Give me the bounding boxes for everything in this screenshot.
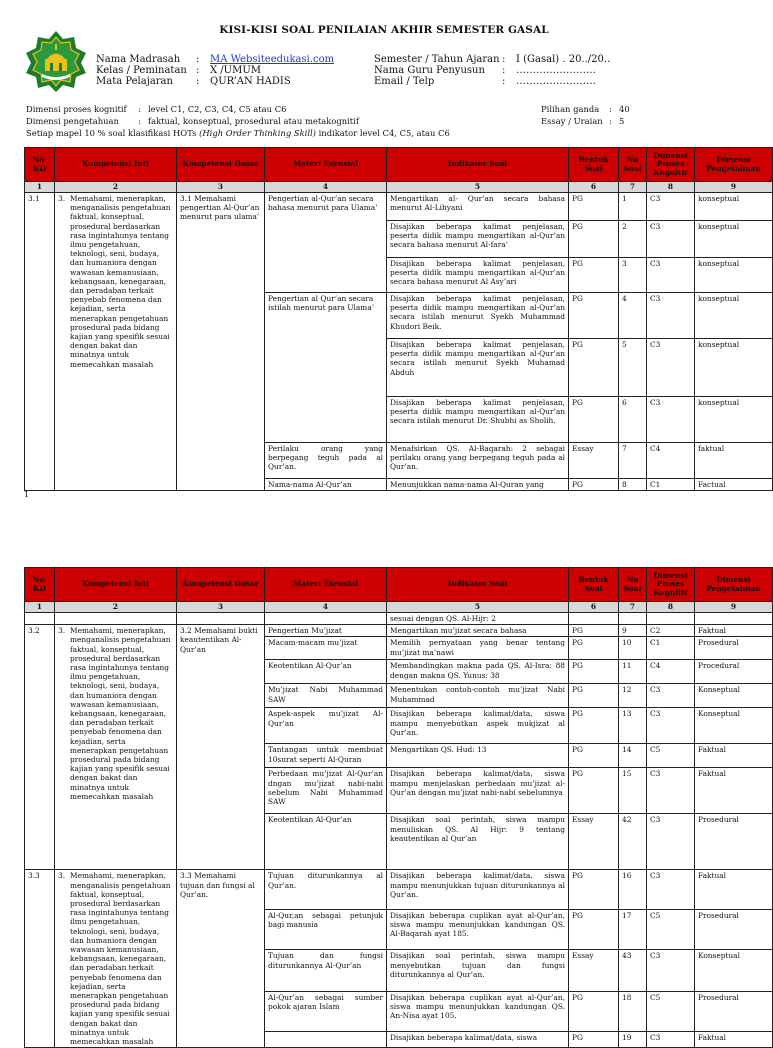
dimensi-pengetahuan: Faktual <box>695 870 773 909</box>
table-row <box>25 625 773 637</box>
dimensi-pengetahuan: konseptual <box>695 293 773 339</box>
dimensi-kognitif: C3 <box>647 684 695 708</box>
bentuk-soal: PG <box>569 637 619 660</box>
dimensi-pengetahuan: Procedural <box>695 660 773 684</box>
info-value: X /UMUM <box>210 65 262 76</box>
materi-esensial: Macam-macam mu’jizat <box>265 637 387 660</box>
column-header: Kompetensi Dasar <box>177 568 265 602</box>
dimension-value: faktual, konseptual, prosedural atau metakognitif <box>148 116 359 126</box>
indikator-soal: Mengartikan al- Qur’an secara bahasa menurut Al-Lihyani <box>387 193 569 221</box>
indikator-soal: Disajikan beberapa kalimat penjelasan, peserta didik mampu mengartikan al-Qur’an secara bahasa menurut Al-fara’ <box>387 221 569 258</box>
bentuk-soal: Essay <box>569 950 619 992</box>
info-label: Semester / Tahun Ajaran <box>374 54 500 65</box>
page-number: 1 <box>24 490 30 499</box>
bentuk-soal: PG <box>569 1032 619 1048</box>
dimension-notes: Dimensi proses kognitif : level C1, C2, C3, C4, C5 atau C6 Dimensi pengetahuan : faktual, konseptual, prosedural atau metakognitif Setiap mapel 10 % soal klasifikasi HOTs (High Order Thinking Skill) indikator level C4, C5, atau C6 <box>26 104 450 138</box>
no-soal: 2 <box>619 221 647 258</box>
indikator-soal: Disajikan beberapa kalimat/data, siswa mampu menjelaskan perbedaan mu’jizat al-Qur’an dengan mu’jizat nabi-nabi sebelumnya <box>387 768 569 814</box>
materi-esensial: Tujuan diturunkannya al Qur’an. <box>265 870 387 909</box>
dimensi-kognitif: C1 <box>647 637 695 660</box>
kompetensi-dasar: 3.3 Memahami tujuan dan fungsi al Qur’an. <box>177 870 265 1048</box>
bentuk-soal: PG <box>569 397 619 443</box>
bentuk-soal: PG <box>569 293 619 339</box>
info-label: Mata Pelajaran <box>96 76 173 87</box>
indikator-soal: Mengartikan mu’jizat secara bahasa <box>387 625 569 637</box>
dimensi-kognitif: C2 <box>647 625 695 637</box>
bentuk-soal: PG <box>569 870 619 909</box>
table-header-row <box>25 568 773 602</box>
blueprint-table-1 <box>24 147 773 491</box>
indikator-soal: Memilih pernyataan yang benar tentang mu’jizat ma’nawi <box>387 637 569 660</box>
no-soal: 18 <box>619 991 647 1032</box>
table-row <box>25 870 773 909</box>
bentuk-soal: PG <box>569 991 619 1032</box>
dimensi-kognitif: C3 <box>647 339 695 397</box>
dimension-label: Dimensi proses kognitif <box>26 104 127 114</box>
info-label: Nama Guru Penyusun <box>374 65 485 76</box>
no-soal: 3 <box>619 258 647 293</box>
dimensi-kognitif: C3 <box>647 258 695 293</box>
dimensi-kognitif: C3 <box>647 293 695 339</box>
column-header: Dimensi Pengetahuan <box>695 568 773 602</box>
bentuk-soal: Essay <box>569 814 619 870</box>
indikator-soal: Disajikan beberapa kalimat/data, siswa mampu menyebutkan aspek mukjizat al Qur’an. <box>387 708 569 744</box>
no-soal: 43 <box>619 950 647 992</box>
dimensi-pengetahuan: konseptual <box>695 193 773 221</box>
no-soal: 42 <box>619 814 647 870</box>
no-soal: 7 <box>619 443 647 479</box>
indikator-soal: Membandingkan makna pada QS. Al-Isra: 88 dengan makna QS. Yunus: 38 <box>387 660 569 684</box>
info-row-school: Nama Madrasah : MA Websiteedukasi.com <box>96 54 335 65</box>
column-header: Indikator Soal <box>387 148 569 182</box>
no-soal: 14 <box>619 744 647 768</box>
dimensi-kognitif: C5 <box>647 909 695 950</box>
dimensi-pengetahuan: Prosedural <box>695 909 773 950</box>
materi-esensial: Perbedaan mu’jizat Al-Qur’an dngan mu’jizat nabi-nabi sebelum Nabi Muhammad SAW <box>265 768 387 814</box>
no-soal: 1 <box>619 193 647 221</box>
no-soal: 5 <box>619 339 647 397</box>
kemenag-logo-icon <box>24 30 88 92</box>
bentuk-soal: PG <box>569 339 619 397</box>
dimensi-kognitif: C5 <box>647 744 695 768</box>
bentuk-soal: Essay <box>569 443 619 479</box>
dimensi-pengetahuan: Faktual <box>695 768 773 814</box>
kd-number: 3.3 <box>25 870 55 1048</box>
info-value: I (Gasal) . 20../20.. <box>516 54 611 65</box>
dimensi-kognitif: C3 <box>647 950 695 992</box>
materi-esensial: Perilaku orang yang berpegang teguh pada al Qur’an. <box>265 443 387 479</box>
column-number-row: 1 2 3 4 5 6 7 8 9 <box>25 602 773 613</box>
indikator-soal: Disajikan beberapa kalimat penjelasan, peserta didik mampu mengartikan al-Qur’an secara istilah menurut Syekh Muhamad Abduh <box>387 339 569 397</box>
materi-esensial: Pengertian Mu’jizat <box>265 625 387 637</box>
semester-info <box>374 54 610 87</box>
indikator-soal: Disajikan beberapa kalimat/data, siswa <box>387 1032 569 1048</box>
bentuk-soal: PG <box>569 684 619 708</box>
dimensi-kognitif: C3 <box>647 397 695 443</box>
question-count: Pilihan ganda : 40 Essay / Uraian : 5 <box>541 104 630 126</box>
materi-esensial: Tujuan dan fungsi diturunkannya Al-Qur’an <box>265 950 387 992</box>
column-header: No Soal <box>619 148 647 182</box>
indikator-soal: Menunjukkan nama-nama Al-Quran yang <box>387 479 569 491</box>
question-type-label: Pilihan ganda <box>541 104 600 114</box>
dimensi-kognitif: C4 <box>647 443 695 479</box>
kompetensi-dasar: 3.1 Memahami pengertian Al-Qur’an menurut para ulama’ <box>177 193 265 491</box>
dimensi-kognitif: C5 <box>647 991 695 1032</box>
column-header: Kompetensi Inti <box>55 148 177 182</box>
indikator-soal: Menentukan contoh-contoh mu’jizat Nabi Muhammad <box>387 684 569 708</box>
bentuk-soal: PG <box>569 909 619 950</box>
no-soal: 6 <box>619 397 647 443</box>
info-row-email: Email / Telp : …………………… <box>374 76 596 87</box>
dimensi-kognitif: C3 <box>647 768 695 814</box>
bentuk-soal: PG <box>569 479 619 491</box>
blueprint-table-2 <box>24 567 773 1048</box>
column-header: No. KD <box>25 148 55 182</box>
dimensi-pengetahuan: konseptual <box>695 221 773 258</box>
table-row <box>25 193 773 221</box>
dimensi-pengetahuan: Prosedural <box>695 814 773 870</box>
info-label: Nama Madrasah <box>96 54 181 65</box>
column-number-row: 1 2 3 4 5 6 7 8 9 <box>25 182 773 193</box>
column-header: Dimensi Pengetahuan <box>695 148 773 182</box>
no-soal: 11 <box>619 660 647 684</box>
question-type-count: 5 <box>619 116 625 126</box>
materi-esensial <box>265 1032 387 1048</box>
bentuk-soal: PG <box>569 193 619 221</box>
info-value: QUR’AN HADIS <box>210 76 291 87</box>
materi-esensial: Al-Qur’an sebagai sumber pokok ajaran Islam <box>265 991 387 1032</box>
dimensi-kognitif: C3 <box>647 708 695 744</box>
kompetensi-inti: 3. Memahami, menerapkan, menganalisis pengetahuan faktual, konseptual, prosedural berdasarkan rasa ingintahunya tentang ilmu pengetahuan, teknologi, seni, budaya, dan humaniora dengan wawasan kemanusiaan, kebangsaan, kenegaraan, dan peradaban terkait penyebab fenomena dan kejadian, serta menerapkan pengetahuan prosedural pada bidang kajian yang spesifik sesuai dengan bakat dan minatnya untuk memecahkan masalah <box>55 625 177 870</box>
question-type-label: Essay / Uraian <box>541 116 603 126</box>
dimensi-pengetahuan: Factual <box>695 479 773 491</box>
dimensi-kognitif: C3 <box>647 1032 695 1048</box>
dimensi-pengetahuan: Faktual <box>695 1032 773 1048</box>
no-soal: 9 <box>619 625 647 637</box>
document-page-1 <box>0 0 768 505</box>
dimensi-pengetahuan: konseptual <box>695 339 773 397</box>
dimensi-kognitif: C3 <box>647 193 695 221</box>
page-break <box>0 505 768 560</box>
materi-esensial: Mu’jizat Nabi Muhammad SAW <box>265 684 387 708</box>
materi-esensial: Pengertian al Qur’an secara istilah menurut para Ulama’ <box>265 293 387 443</box>
kompetensi-inti: 3. Memahami, menerapkan, menganalisis pengetahuan faktual, konseptual, prosedural berdasarkan rasa ingintahunya tentang ilmu pengetahuan, teknologi, seni, budaya, dan humaniora dengan wawasan kemanusiaan, kebangsaan, kenegaraan, dan peradaban terkait penyebab fenomena dan kejadian, serta menerapkan pengetahuan prosedural pada bidang kajian yang spesifik sesuai dengan bakat dan minatnya untuk memecahkan masalah <box>55 870 177 1048</box>
kd-number: 3.1 <box>25 193 55 491</box>
dimensi-kognitif: C3 <box>647 870 695 909</box>
no-soal: 19 <box>619 1032 647 1048</box>
bentuk-soal: PG <box>569 258 619 293</box>
bentuk-soal: PG <box>569 221 619 258</box>
indikator-soal: Disajikan beberapa kalimat penjelasan, peserta didik mampu mengartikan al-Qur’an secara istilah menurut Dr. Shubhi as Sholih. <box>387 397 569 443</box>
no-soal: 13 <box>619 708 647 744</box>
indikator-soal: Disajikan beberapa kalimat penjelasan, peserta didik mampu mengartikan al-Qur’an secara bahasa menurut Al Asy’ari <box>387 258 569 293</box>
materi-esensial: Tantangan untuk membuat 10surat seperti Al-Quran <box>265 744 387 768</box>
materi-esensial: Aspek-aspek mu’jizat Al-Qur’an <box>265 708 387 744</box>
bentuk-soal: PG <box>569 744 619 768</box>
materi-esensial: Pengertian al-Qur’an secara bahasa menurut para Ulama’ <box>265 193 387 293</box>
no-soal: 4 <box>619 293 647 339</box>
dimensi-kognitif: C3 <box>647 814 695 870</box>
dimensi-kognitif: C3 <box>647 221 695 258</box>
dimensi-pengetahuan: konseptual <box>695 258 773 293</box>
column-header: Bentuk Soal <box>569 568 619 602</box>
dimensi-pengetahuan: konseptual <box>695 397 773 443</box>
indikator-soal: Disajikan beberapa cuplikan ayat al-Qur’an, siswa mampu menunjukkan kandungan QS. Al-Baqarah ayat 185. <box>387 909 569 950</box>
no-soal: 16 <box>619 870 647 909</box>
info-row-subject: Mata Pelajaran : QUR’AN HADIS <box>96 76 291 87</box>
bentuk-soal: PG <box>569 768 619 814</box>
table-header-row <box>25 148 773 182</box>
info-row-class: Kelas / Peminatan : X /UMUM <box>96 65 262 76</box>
column-header: No Soal <box>619 568 647 602</box>
dimensi-pengetahuan: Faktual <box>695 625 773 637</box>
column-header: Dimensi Proses Kognitif <box>647 148 695 182</box>
info-row-semester: Semester / Tahun Ajaran : I (Gasal) . 20../20.. <box>374 54 611 65</box>
dimensi-pengetahuan: Prosedural <box>695 637 773 660</box>
indikator-soal: Disajikan soal perintah, siswa mampu menyebutkan tujuan dan fungsi diturunkannya al Qur’an. <box>387 950 569 992</box>
indikator-soal: Disajikan beberapa kalimat penjelasan, peserta didik mampu mengartikan al-Qur’an secara istilah menurut Syekh Muhammad Khudori Beik. <box>387 293 569 339</box>
indikator-soal: Menafsirkan QS. Al-Baqarah: 2 sebagai perilaku orang yang berpegang teguh pada al Qur’an. <box>387 443 569 479</box>
dimensi-pengetahuan: Konseptual <box>695 684 773 708</box>
hots-note: Setiap mapel 10 % soal klasifikasi HOTs (High Order Thinking Skill) indikator level C4, C5, atau C6 <box>26 128 450 138</box>
table-row-continuation <box>25 613 773 625</box>
info-value: …………………… <box>516 65 596 76</box>
column-header: Kompetensi Inti <box>55 568 177 602</box>
question-type-count: 40 <box>619 104 630 114</box>
materi-esensial: Keotentikan Al-Qur’an <box>265 660 387 684</box>
school-name-link[interactable]: MA Websiteedukasi.com <box>210 54 335 65</box>
kompetensi-inti: 3. Memahami, menerapkan, menganalisis pengetahuan faktual, konseptual, prosedural berdasarkan rasa ingintahunya tentang ilmu pengetahuan, teknologi, seni, budaya, dan humaniora dengan wawasan kemanusiaan, kebangsaan, kenegaraan, dan peradaban terkait penyebab fenomena dan kejadian, serta menerapkan pengetahuan prosedural pada bidang kajian yang spesifik sesuai dengan bakat dan minatnya untuk memecahkan masalah <box>55 193 177 491</box>
column-header: Bentuk Soal <box>569 148 619 182</box>
dimensi-pengetahuan: Konseptual <box>695 708 773 744</box>
indikator-soal: sesuai dengan QS. Al-Hijr: 2 <box>387 613 569 625</box>
dimensi-pengetahuan: Prosedural <box>695 991 773 1032</box>
no-soal: 12 <box>619 684 647 708</box>
indikator-soal: Mengartikan QS. Hud: 13 <box>387 744 569 768</box>
column-header: Materi Esensial <box>265 148 387 182</box>
materi-esensial: Keotentikan Al-Qur’an <box>265 814 387 870</box>
dimensi-pengetahuan: Faktual <box>695 744 773 768</box>
document-title: KISI-KISI SOAL PENILAIAN AKHIR SEMESTER GASAL <box>219 24 549 36</box>
dimensi-pengetahuan: faktual <box>695 443 773 479</box>
dimensi-pengetahuan: Konseptual <box>695 950 773 992</box>
indikator-soal: Disajikan beberapa kalimat/data, siswa mampu menunjukkan tujuan diturunkannya al Qur’an. <box>387 870 569 909</box>
column-header: No. KD <box>25 568 55 602</box>
materi-esensial: Al-Qur,an sebagai petunjuk bagi manusia <box>265 909 387 950</box>
bentuk-soal: PG <box>569 660 619 684</box>
column-header: Materi Esensial <box>265 568 387 602</box>
column-header: Kompetensi Dasar <box>177 148 265 182</box>
dimension-label: Dimensi pengetahuan <box>26 116 119 126</box>
column-header: Dimensi Proses Kognitif <box>647 568 695 602</box>
indikator-soal: Disajikan beberapa cuplikan ayat al-Qur’an, siswa mampu menunjukkan kandungan QS. An-Nisa ayat 105. <box>387 991 569 1032</box>
no-soal: 17 <box>619 909 647 950</box>
column-header: Indikator Soal <box>387 568 569 602</box>
info-label: Email / Telp <box>374 76 435 87</box>
bentuk-soal: PG <box>569 625 619 637</box>
dimensi-kognitif: C1 <box>647 479 695 491</box>
info-label: Kelas / Peminatan <box>96 65 187 76</box>
no-soal: 15 <box>619 768 647 814</box>
kd-number: 3.2 <box>25 625 55 870</box>
kompetensi-dasar: 3.2 Memahami bukti keautentikan Al-Qur’an <box>177 625 265 870</box>
info-row-teacher: Nama Guru Penyusun : …………………… <box>374 65 596 76</box>
no-soal: 8 <box>619 479 647 491</box>
info-value: …………………… <box>516 76 596 87</box>
no-soal: 10 <box>619 637 647 660</box>
dimensi-kognitif: C4 <box>647 660 695 684</box>
school-info <box>96 54 334 87</box>
dimension-value: level C1, C2, C3, C4, C5 atau C6 <box>148 104 287 114</box>
materi-esensial: Nama-nama Al-Qur’an <box>265 479 387 491</box>
indikator-soal: Disajikan soal perintah, siswa mampu menuliskan QS. Al Hijr: 9 tentang keautentikan al Qur’an <box>387 814 569 870</box>
bentuk-soal: PG <box>569 708 619 744</box>
